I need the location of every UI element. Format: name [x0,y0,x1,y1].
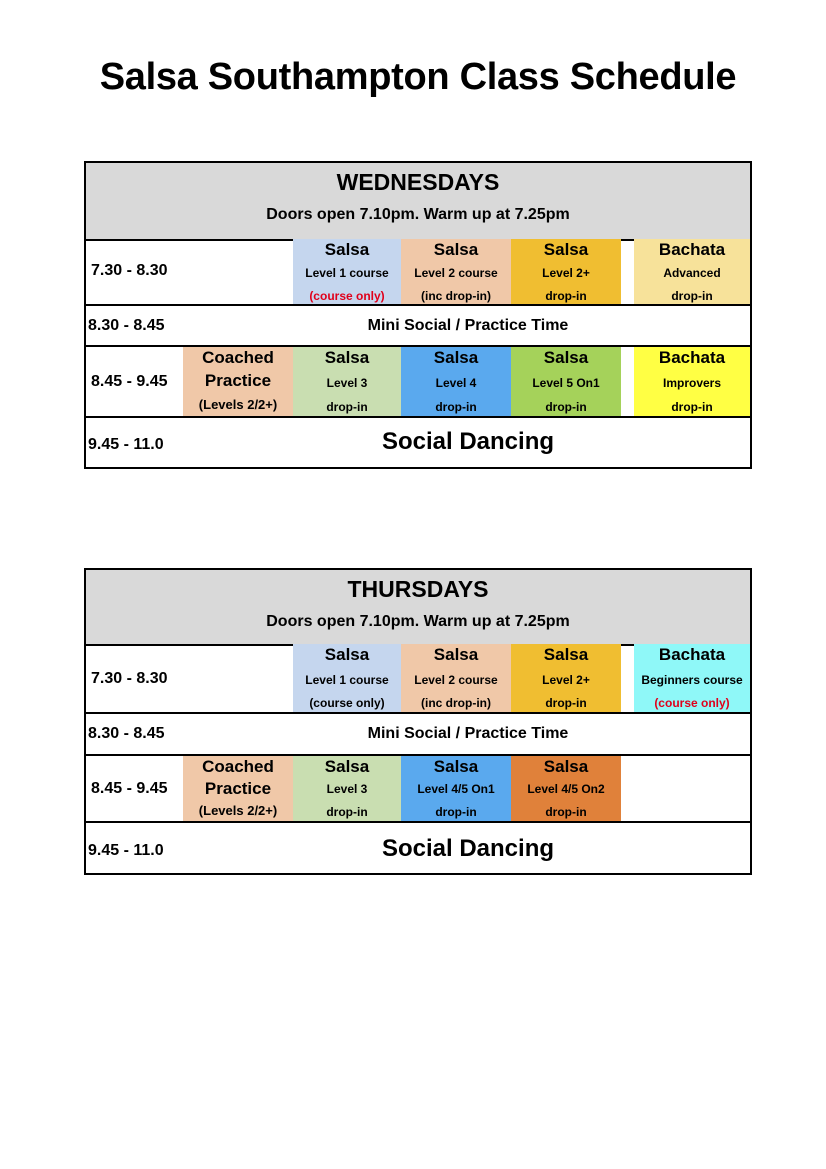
class-bachata-advanced [634,239,750,304]
coached-line-2: Practice [204,371,272,390]
coached-line-1: Coached [202,757,274,776]
class-note: (course only) [654,696,730,710]
class-title: Salsa [324,348,370,367]
coached-line-1: Coached [202,348,274,367]
class-level: Level 1 course [305,673,389,687]
class-salsa-level2 [401,644,511,712]
class-bachata-beginners [634,644,750,712]
class-title: Salsa [433,240,479,259]
wednesday-row-3 [86,347,750,418]
class-note: (inc drop-in) [421,696,491,710]
mini-social: Mini Social / Practice Time [367,725,569,742]
class-salsa-level3 [293,347,401,416]
thursday-row-2 [86,714,750,756]
time-slot: 8.30 - 8.45 [88,317,165,334]
class-note: drop-in [671,400,713,414]
time-slot: 8.30 - 8.45 [88,725,165,742]
class-title: Salsa [543,645,589,664]
thursday-row-3 [86,756,750,823]
class-level: Level 4/5 On1 [417,782,495,796]
class-salsa-level4 [401,347,511,416]
class-salsa-level1 [293,644,401,712]
wednesday-row-1 [86,239,750,306]
class-bachata-improvers [634,347,750,416]
page-title: Salsa Southampton Class Schedule [99,56,737,98]
class-note: drop-in [545,289,587,303]
coached-line-3: (Levels 2/2+) [198,397,278,412]
class-note: drop-in [435,805,477,819]
class-title: Bachata [658,645,726,664]
doors-info: Doors open 7.10pm. Warm up at 7.25pm [266,613,570,630]
time-slot: 8.45 - 9.45 [91,373,168,390]
class-title: Salsa [433,645,479,664]
social-dancing: Social Dancing [381,835,555,862]
class-note: (course only) [309,289,385,303]
social-dancing: Social Dancing [381,428,555,455]
class-title: Bachata [658,348,726,367]
coached-line-3: (Levels 2/2+) [198,803,278,818]
time-slot: 7.30 - 8.30 [91,670,168,687]
wednesday-row-2 [86,306,750,347]
class-note: drop-in [326,400,368,414]
class-title: Salsa [324,645,370,664]
class-salsa-level5 [511,347,621,416]
class-level: Improvers [662,376,722,390]
class-level: Level 2+ [542,673,590,687]
time-slot: 9.45 - 11.0 [88,842,164,859]
class-level: Level 2 course [414,266,498,280]
class-salsa-level2plus [511,644,621,712]
time-slot: 9.45 - 11.0 [88,436,164,453]
class-title: Salsa [324,240,370,259]
class-note: drop-in [671,289,713,303]
time-slot: 8.45 - 9.45 [91,780,168,797]
thursday-row-1 [86,644,750,714]
class-level: Level 2 course [414,673,498,687]
thursday-schedule [84,568,752,875]
thursday-row-4 [86,823,750,873]
coached-line-2: Practice [204,779,272,798]
class-salsa-level45-on1 [401,756,511,821]
class-coached-practice [183,756,293,821]
class-level: Level 3 [326,782,368,796]
class-note: drop-in [545,696,587,710]
class-title: Salsa [433,757,479,776]
class-note: (inc drop-in) [421,289,491,303]
class-note: drop-in [545,805,587,819]
time-slot: 7.30 - 8.30 [91,262,168,279]
class-level: Beginners course [641,673,743,687]
wednesday-schedule [84,161,752,469]
class-note: (course only) [309,696,385,710]
class-title: Salsa [324,757,370,776]
wednesday-row-4 [86,418,750,467]
class-salsa-level45-on2 [511,756,621,821]
class-salsa-level3 [293,756,401,821]
day-title: WEDNESDAYS [336,169,500,195]
class-salsa-level2plus [511,239,621,304]
wednesday-header [86,163,750,241]
class-coached-practice [183,347,293,416]
class-level: Level 4/5 On2 [527,782,605,796]
class-salsa-level1 [293,239,401,304]
class-level: Level 3 [326,376,368,390]
class-level: Level 5 On1 [532,376,600,390]
day-title: THURSDAYS [347,576,489,602]
class-level: Advanced [663,266,721,280]
class-level: Level 4 [435,376,477,390]
thursday-header [86,570,750,646]
class-title: Salsa [433,348,479,367]
class-title: Salsa [543,757,589,776]
class-note: drop-in [435,400,477,414]
class-level: Level 1 course [305,266,389,280]
class-level: Level 2+ [542,266,590,280]
class-title: Salsa [543,240,589,259]
class-note: drop-in [326,805,368,819]
class-note: drop-in [545,400,587,414]
mini-social: Mini Social / Practice Time [367,317,569,334]
class-title: Salsa [543,348,589,367]
class-title: Bachata [658,240,726,259]
class-salsa-level2 [401,239,511,304]
doors-info: Doors open 7.10pm. Warm up at 7.25pm [266,206,570,223]
